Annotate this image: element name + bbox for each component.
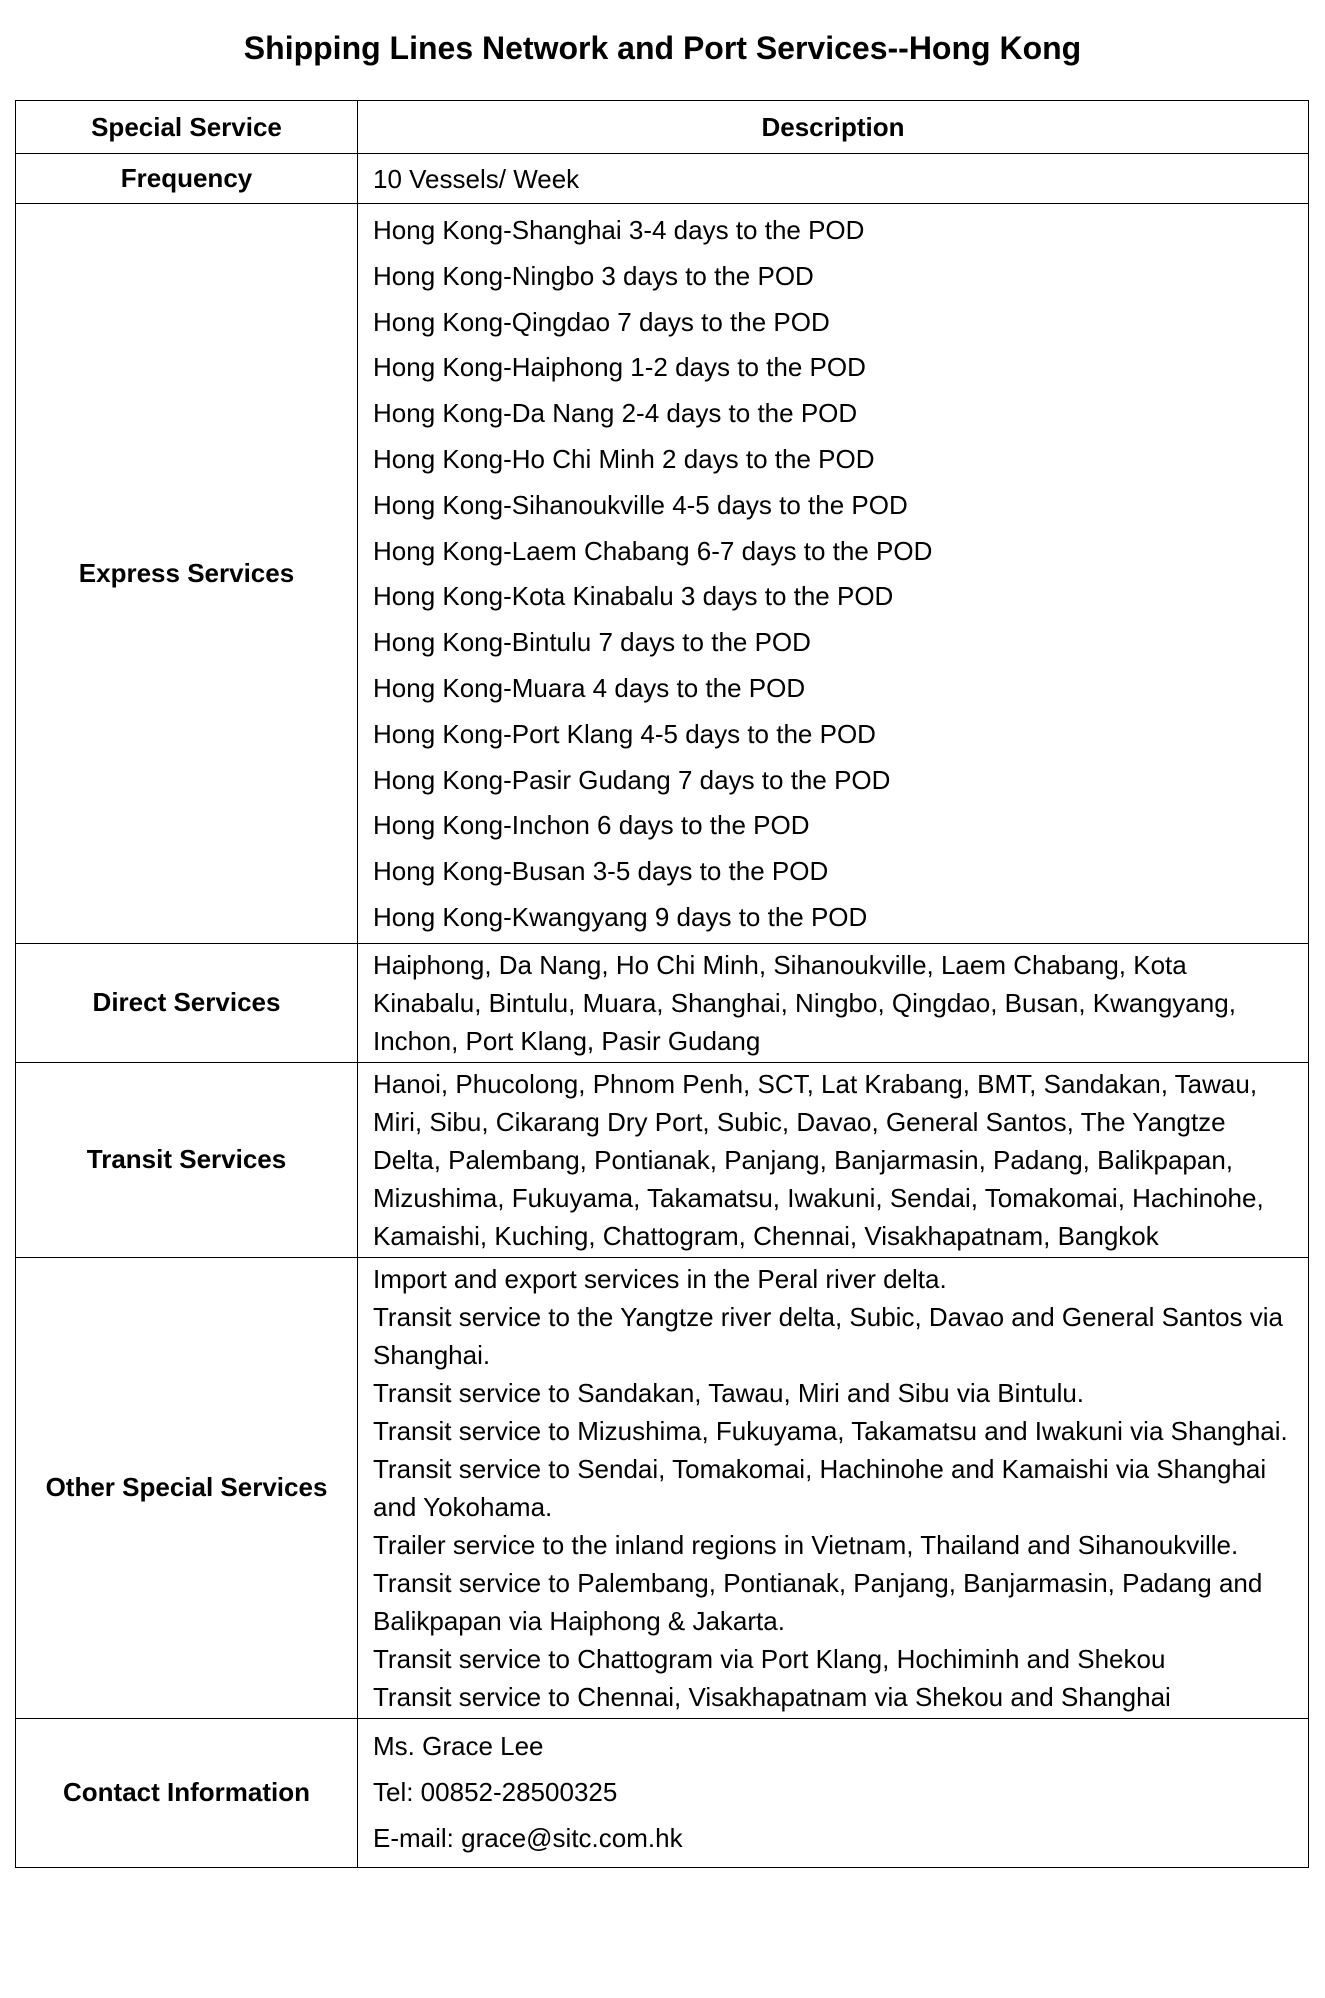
contact-name: Ms. Grace Lee bbox=[373, 1730, 544, 1761]
list-item: Trailer service to the inland regions in Vietnam, Thailand and Sihanoukville. bbox=[373, 1529, 1239, 1560]
contact-tel: Tel: 00852-28500325 bbox=[373, 1776, 618, 1807]
contact-row bbox=[16, 1718, 1309, 1867]
list-item: Hong Kong-Port Klang 4-5 days to the POD bbox=[373, 718, 876, 749]
header-special-service: Special Service bbox=[16, 101, 358, 154]
direct-ports: Haiphong, Da Nang, Ho Chi Minh, Sihanoukville, Laem Chabang, Kota Kinabalu, Bintulu, Muara, Shanghai, Ningbo, Qingdao, Busan, Kwangyang, Inchon, Port Klang, Pasir Gudang bbox=[373, 949, 1236, 1056]
direct-label: Direct Services bbox=[16, 943, 358, 1062]
frequency-label: Frequency bbox=[16, 154, 358, 204]
list-item: Transit service to Sandakan, Tawau, Miri and Sibu via Bintulu. bbox=[373, 1377, 1085, 1408]
contact-email: E-mail: grace@sitc.com.hk bbox=[373, 1822, 683, 1853]
transit-label: Transit Services bbox=[16, 1062, 358, 1257]
frequency-row bbox=[16, 154, 1309, 204]
express-label: Express Services bbox=[16, 204, 358, 944]
list-item: Hong Kong-Qingdao 7 days to the POD bbox=[373, 306, 830, 337]
direct-text bbox=[358, 943, 1309, 1062]
contact-details bbox=[358, 1718, 1309, 1867]
list-item: Hong Kong-Kwangyang 9 days to the POD bbox=[373, 901, 868, 932]
list-item: Hong Kong-Laem Chabang 6-7 days to the POD bbox=[373, 535, 933, 566]
list-item: Transit service to the Yangtze river delta, Subic, Davao and General Santos via Shanghai. bbox=[373, 1301, 1283, 1370]
table-header-row bbox=[16, 101, 1309, 154]
direct-row bbox=[16, 943, 1309, 1062]
list-item: Transit service to Palembang, Pontianak, Panjang, Banjarmasin, Padang and Balikpapan via Haiphong & Jakarta. bbox=[373, 1567, 1263, 1636]
services-table bbox=[15, 100, 1309, 1868]
express-row bbox=[16, 204, 1309, 944]
transit-ports: Hanoi, Phucolong, Phnom Penh, SCT, Lat Krabang, BMT, Sandakan, Tawau, Miri, Sibu, Cikarang Dry Port, Subic, Davao, General Santos, The Yangtze Delta, Palembang, Pontianak, Panjang, Banjarmasin, Padang, Balikpapan, Mizushima, Fukuyama, Takamatsu, Iwakuni, Sendai, Tomakomai, Hachinohe, Kamaishi, Kuching, Chattogram, Chennai, Visakhapatnam, Bangkok bbox=[373, 1068, 1264, 1251]
list-item: Hong Kong-Pasir Gudang 7 days to the POD bbox=[373, 764, 891, 795]
list-item: Hong Kong-Busan 3-5 days to the POD bbox=[373, 856, 829, 887]
list-item: Hong Kong-Muara 4 days to the POD bbox=[373, 672, 806, 703]
page-title: Shipping Lines Network and Port Services--Hong Kong bbox=[243, 30, 1082, 66]
other-list bbox=[358, 1257, 1309, 1718]
list-item: Hong Kong-Da Nang 2-4 days to the POD bbox=[373, 398, 858, 429]
list-item: Hong Kong-Kota Kinabalu 3 days to the POD bbox=[373, 581, 894, 612]
list-item: Import and export services in the Peral river delta. bbox=[373, 1263, 947, 1294]
list-item: Hong Kong-Ho Chi Minh 2 days to the POD bbox=[373, 443, 875, 474]
transit-text bbox=[358, 1062, 1309, 1257]
list-item: Hong Kong-Ningbo 3 days to the POD bbox=[373, 260, 814, 291]
header-description: Description bbox=[358, 101, 1309, 154]
list-item: Transit service to Mizushima, Fukuyama, Takamatsu and Iwakuni via Shanghai. bbox=[373, 1415, 1288, 1446]
other-row bbox=[16, 1257, 1309, 1718]
list-item: Hong Kong-Inchon 6 days to the POD bbox=[373, 810, 810, 841]
list-item: Hong Kong-Bintulu 7 days to the POD bbox=[373, 627, 811, 658]
list-item: Hong Kong-Haiphong 1-2 days to the POD bbox=[373, 352, 866, 383]
list-item: Transit service to Sendai, Tomakomai, Hachinohe and Kamaishi via Shanghai and Yokohama. bbox=[373, 1453, 1267, 1522]
list-item: Transit service to Chennai, Visakhapatnam via Shekou and Shanghai bbox=[373, 1681, 1171, 1712]
contact-label: Contact Information bbox=[16, 1718, 358, 1867]
frequency-value: 10 Vessels/ Week bbox=[358, 154, 1309, 204]
list-item: Transit service to Chattogram via Port Klang, Hochiminh and Shekou bbox=[373, 1643, 1166, 1674]
express-list bbox=[358, 204, 1309, 944]
transit-row bbox=[16, 1062, 1309, 1257]
list-item: Hong Kong-Sihanoukville 4-5 days to the POD bbox=[373, 489, 908, 520]
other-label: Other Special Services bbox=[16, 1257, 358, 1718]
list-item: Hong Kong-Shanghai 3-4 days to the POD bbox=[373, 215, 865, 245]
